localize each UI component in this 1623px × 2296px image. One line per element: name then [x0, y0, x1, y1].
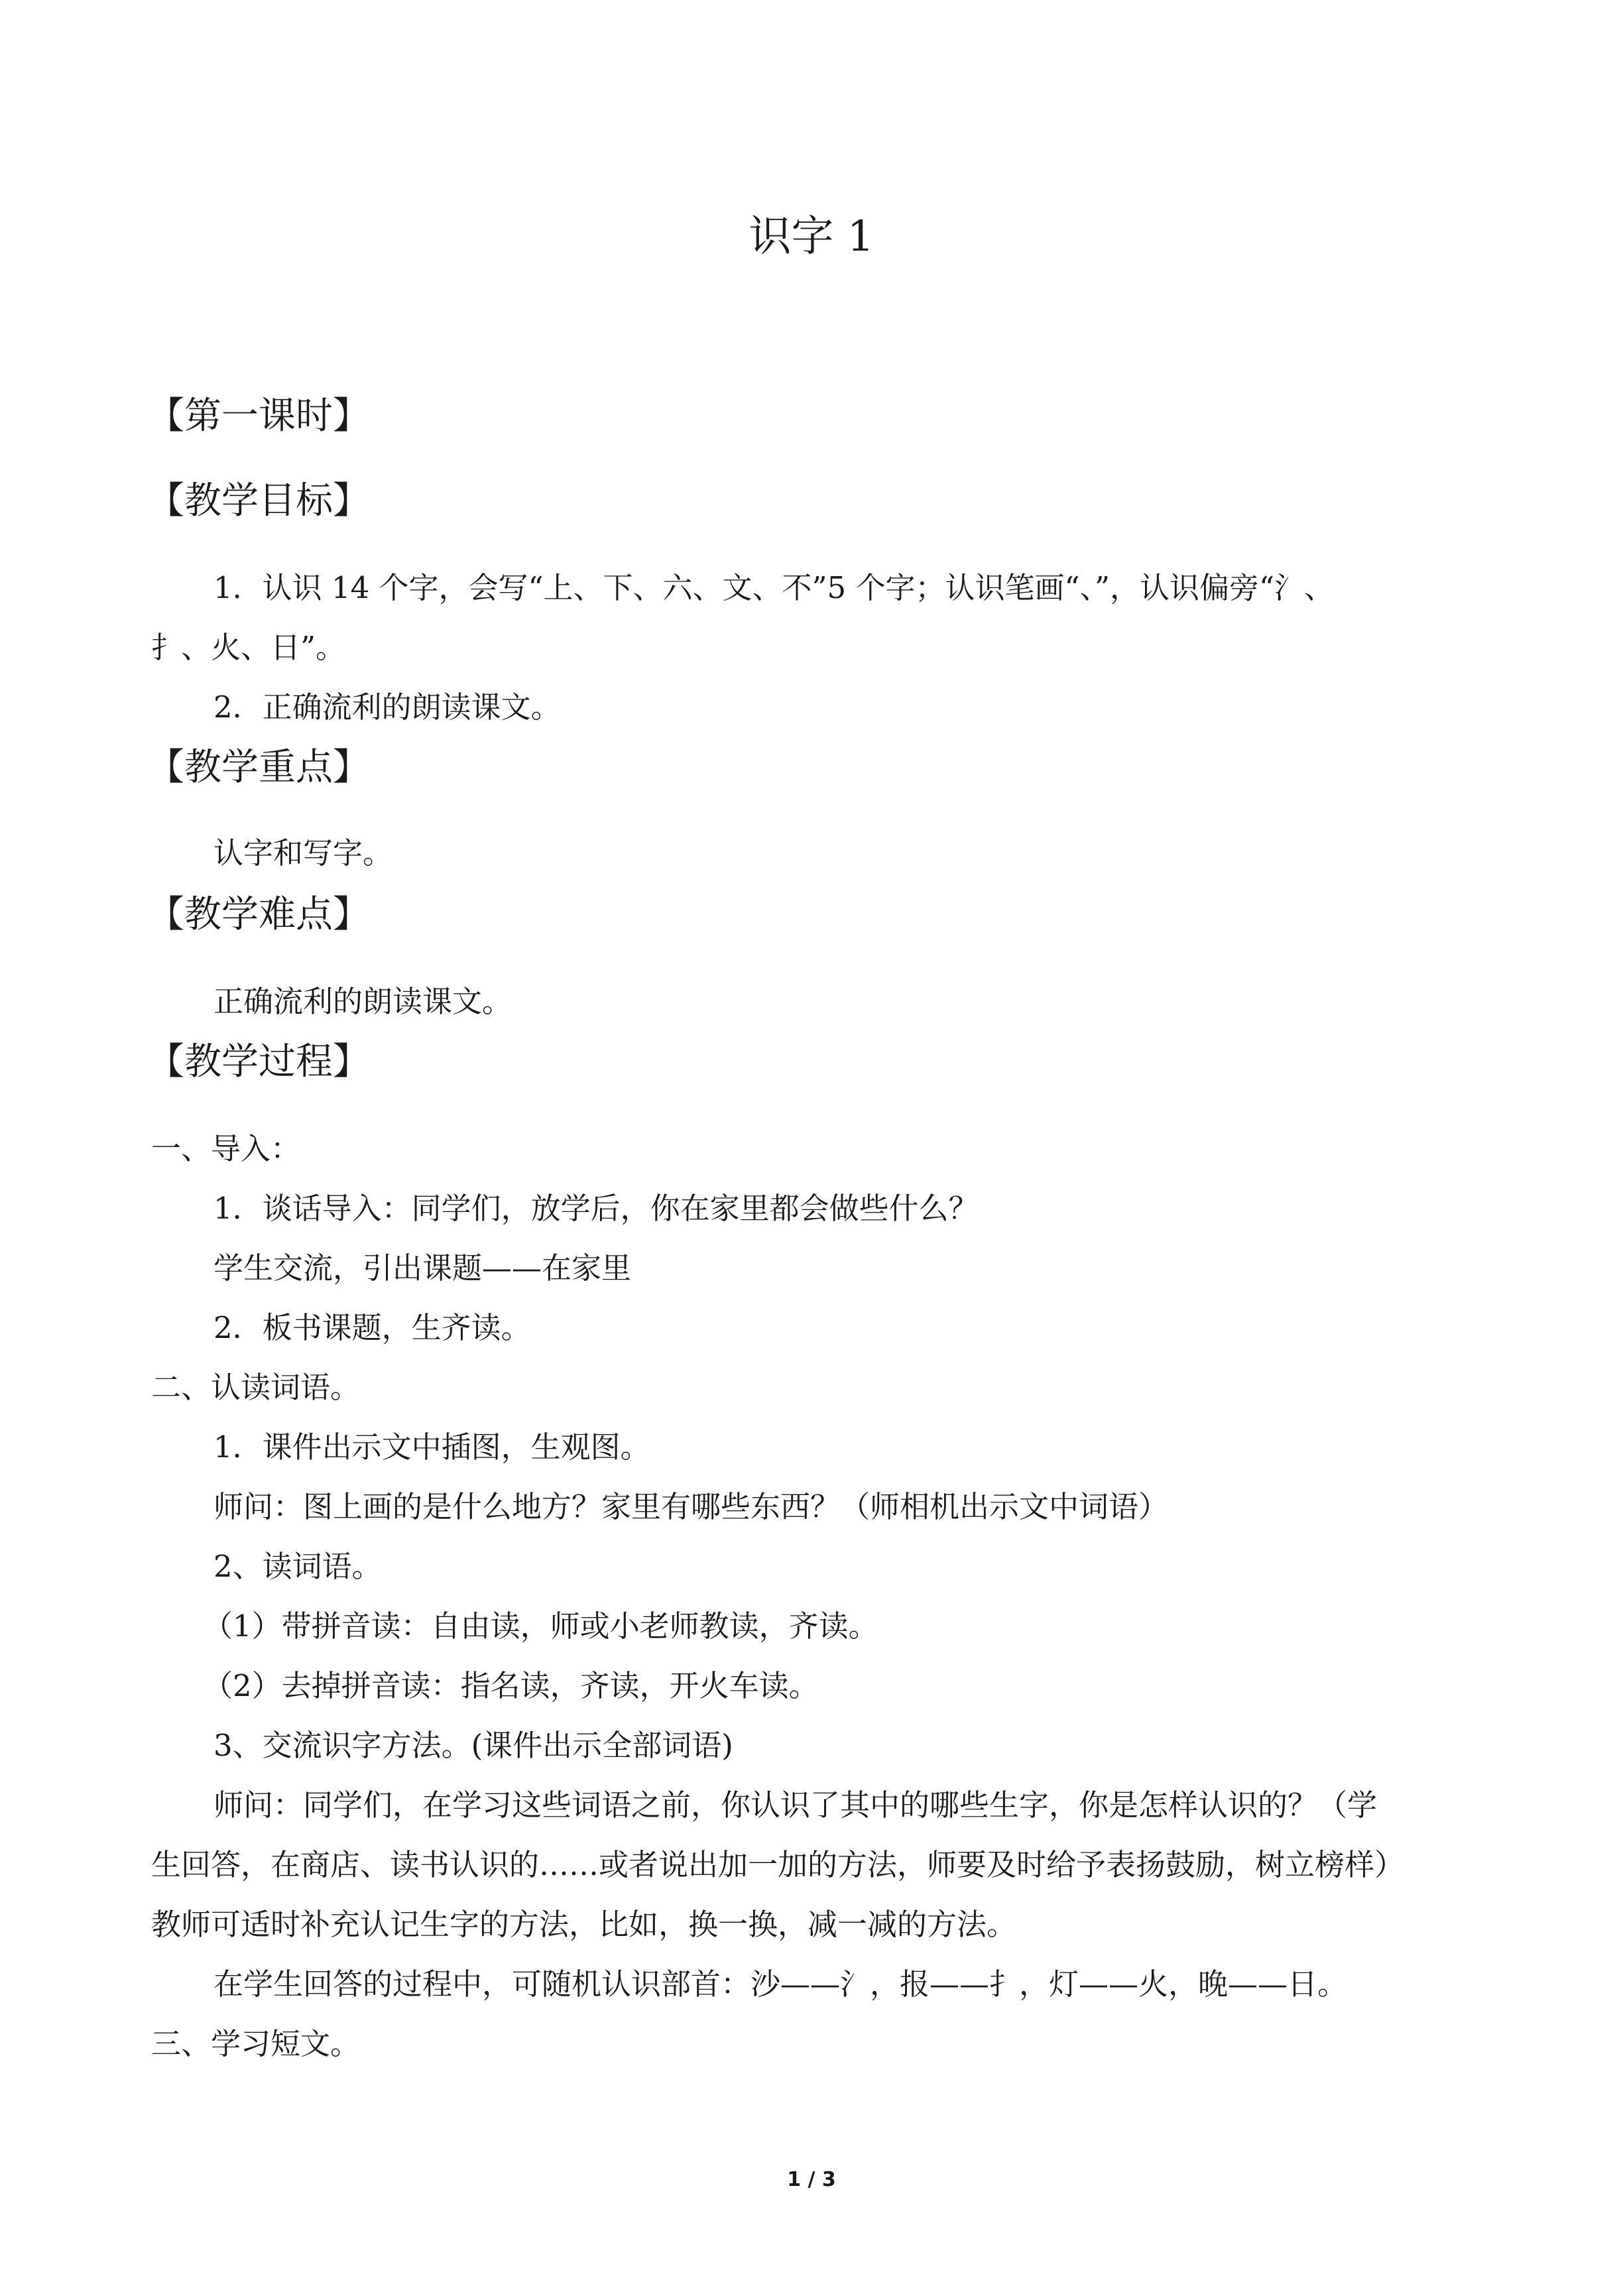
process-part-1-item-1-note: 学生交流，引出课题——在家里 [213, 1250, 632, 1286]
process-part-2-item-1: 1．课件出示文中插图，生观图。 [213, 1429, 650, 1465]
goal-item-2: 2．正确流利的朗读课文。 [213, 690, 561, 725]
section-heading-goals: 【教学目标】 [147, 479, 370, 522]
goal-item-1-line-2: 扌、火、日”。 [151, 630, 346, 665]
process-part-2-item-3: 3、交流识字方法。(课件出示全部词语) [213, 1728, 733, 1763]
section-heading-lesson: 【第一课时】 [147, 394, 370, 438]
key-points-text: 认字和写字。 [213, 835, 393, 871]
difficulties-text: 正确流利的朗读课文。 [213, 984, 512, 1019]
process-part-2-item-1-question: 师问：图上画的是什么地方？家里有哪些东西？（师相机出示文中词语） [213, 1489, 1169, 1524]
document-title: 识字 1 [749, 212, 874, 261]
process-part-2-item-2-sub-2: （2）去掉拼音读：指名读，齐读，开火车读。 [203, 1668, 819, 1703]
process-part-2-item-3-question-line-3: 教师可适时补充认记生字的方法，比如，换一换，减一减的方法。 [151, 1907, 1017, 1942]
process-part-2-item-2-sub-1: （1）带拼音读：自由读，师或小老师教读，齐读。 [203, 1608, 878, 1644]
process-part-2-item-3-question-line-2: 生回答，在商店、读书认识的……或者说出加一加的方法，师要及时给予表扬鼓励，树立榜样） [151, 1847, 1405, 1882]
process-part-2-item-3-radicals: 在学生回答的过程中，可随机认识部首：沙——氵，报——扌，灯——火，晚——日。 [213, 1966, 1348, 2002]
page-number: 1 / 3 [787, 2168, 836, 2191]
process-part-1-item-1: 1．谈话导入：同学们，放学后，你在家里都会做些什么？ [213, 1191, 979, 1226]
process-part-2-item-2: 2、读词语。 [213, 1549, 382, 1584]
process-part-3-heading: 三、学习短文。 [151, 2026, 361, 2061]
process-part-2-item-3-question-line-1: 师问：同学们，在学习这些词语之前，你认识了其中的哪些生字，你是怎样认识的？（学 [213, 1787, 1378, 1823]
process-part-1-item-2: 2．板书课题，生齐读。 [213, 1310, 531, 1345]
goal-item-1-line-1: 1．认识 14 个字，会写“上、下、六、文、不”5 个字；认识笔画“、”，认识偏旁“氵、 [213, 570, 1334, 605]
process-part-1-heading: 一、导入： [151, 1131, 301, 1166]
section-heading-process: 【教学过程】 [147, 1040, 370, 1083]
section-heading-key-points: 【教学重点】 [147, 746, 370, 789]
section-heading-difficulties: 【教学难点】 [147, 893, 370, 936]
process-part-2-heading: 二、认读词语。 [151, 1370, 361, 1405]
